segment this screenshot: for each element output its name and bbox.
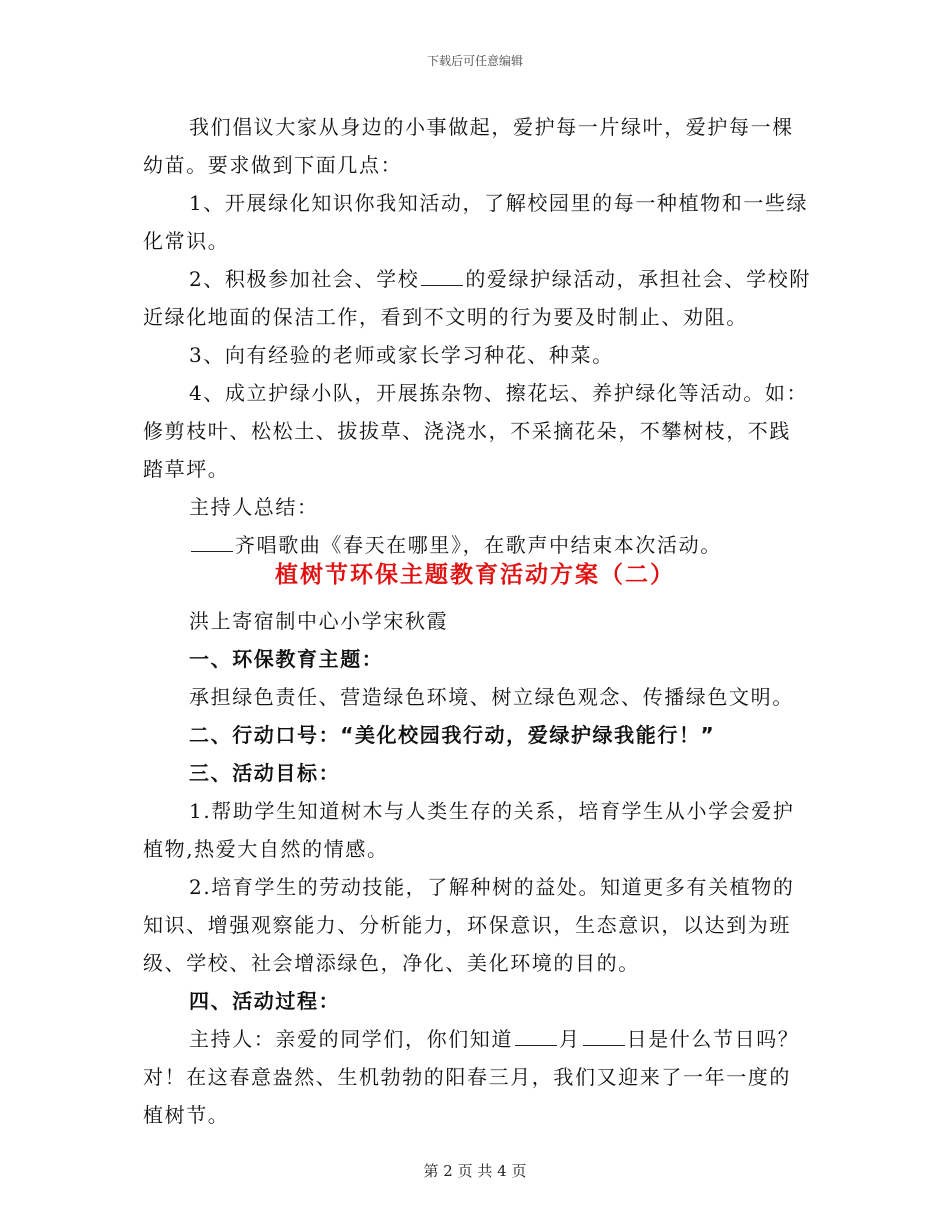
paragraph-line: 主持人总结： (189, 495, 319, 519)
blank-underline (191, 533, 233, 552)
paragraph-line: 知识、增强观察能力、分析能力，环保意识，生态意识，以达到为班 (143, 913, 791, 937)
blank-underline (583, 1027, 625, 1046)
text-segment: 2、积极参加社会、学校 (189, 267, 420, 291)
text-segment: 的爱绿护绿活动，承担社会、学校附 (465, 267, 811, 291)
heading-1: 一、环保教育主题： (189, 647, 384, 671)
paragraph-line: 1.帮助学生知道树木与人类生存的关系，培育学生从小学会爱护 (189, 799, 795, 823)
page-header: 下载后可任意编辑 (426, 54, 523, 68)
heading-3: 三、活动目标： (189, 761, 341, 785)
section-title: 植树节环保主题教育活动方案（二） (275, 562, 675, 588)
text-segment: 齐唱歌曲《春天在哪里》，在歌声中结束本次活动。 (235, 533, 722, 557)
paragraph-line (189, 532, 722, 558)
text-segment: 日是什么节日吗？ (626, 1027, 800, 1051)
paragraph-line: 踏草坪。 (143, 457, 230, 481)
blank-underline (421, 267, 463, 286)
paragraph-line: 3、向有经验的老师或家长学习种花、种菜。 (189, 343, 614, 367)
blank-underline (515, 1027, 557, 1046)
page-footer: 第 2 页 共 4 页 (423, 1162, 527, 1180)
paragraph-line: 修剪枝叶、松松土、拔拔草、浇浇水，不采摘花朵，不攀树枝，不践 (143, 419, 791, 443)
paragraph-line: 幼苗。要求做到下面几点： (143, 153, 403, 177)
paragraph-line: 4、成立护绿小队，开展拣杂物、擦花坛、养护绿化等活动。如： (189, 381, 809, 405)
heading-2: 二、行动口号：“美化校园我行动，爱绿护绿我能行！” (189, 723, 716, 747)
heading-4: 四、活动过程： (189, 989, 341, 1013)
paragraph-line: 2.培育学生的劳动技能，了解种树的益处。知道更多有关植物的 (189, 875, 795, 899)
paragraph-line: 1、开展绿化知识你我知活动，了解校园里的每一种植物和一些绿 (189, 191, 809, 215)
text-segment: 主持人：亲爱的同学们，你们知道 (189, 1027, 513, 1051)
paragraph-line: 我们倡议大家从身边的小事做起，爱护每一片绿叶，爱护每一棵 (189, 115, 794, 139)
paragraph-line: 承担绿色责任、营造绿色环境、树立绿色观念、传播绿色文明。 (189, 685, 794, 709)
paragraph-line: 植物,热爱大自然的情感。 (143, 837, 389, 861)
paragraph-line (189, 266, 811, 292)
text-segment: 月 (559, 1027, 581, 1051)
paragraph-line: 对！在这春意盎然、生机勃勃的阳春三月，我们又迎来了一年一度的 (143, 1065, 791, 1089)
paragraph-line: 化常识。 (143, 229, 230, 253)
paragraph-line: 植树节。 (143, 1103, 230, 1127)
author-line: 洪上寄宿制中心小学宋秋霞 (189, 609, 449, 633)
paragraph-line: 级、学校、社会增添绿色，净化、美化环境的目的。 (143, 951, 640, 975)
paragraph-line: 近绿化地面的保洁工作，看到不文明的行为要及时制止、劝阻。 (143, 305, 748, 329)
paragraph-line (189, 1026, 799, 1052)
